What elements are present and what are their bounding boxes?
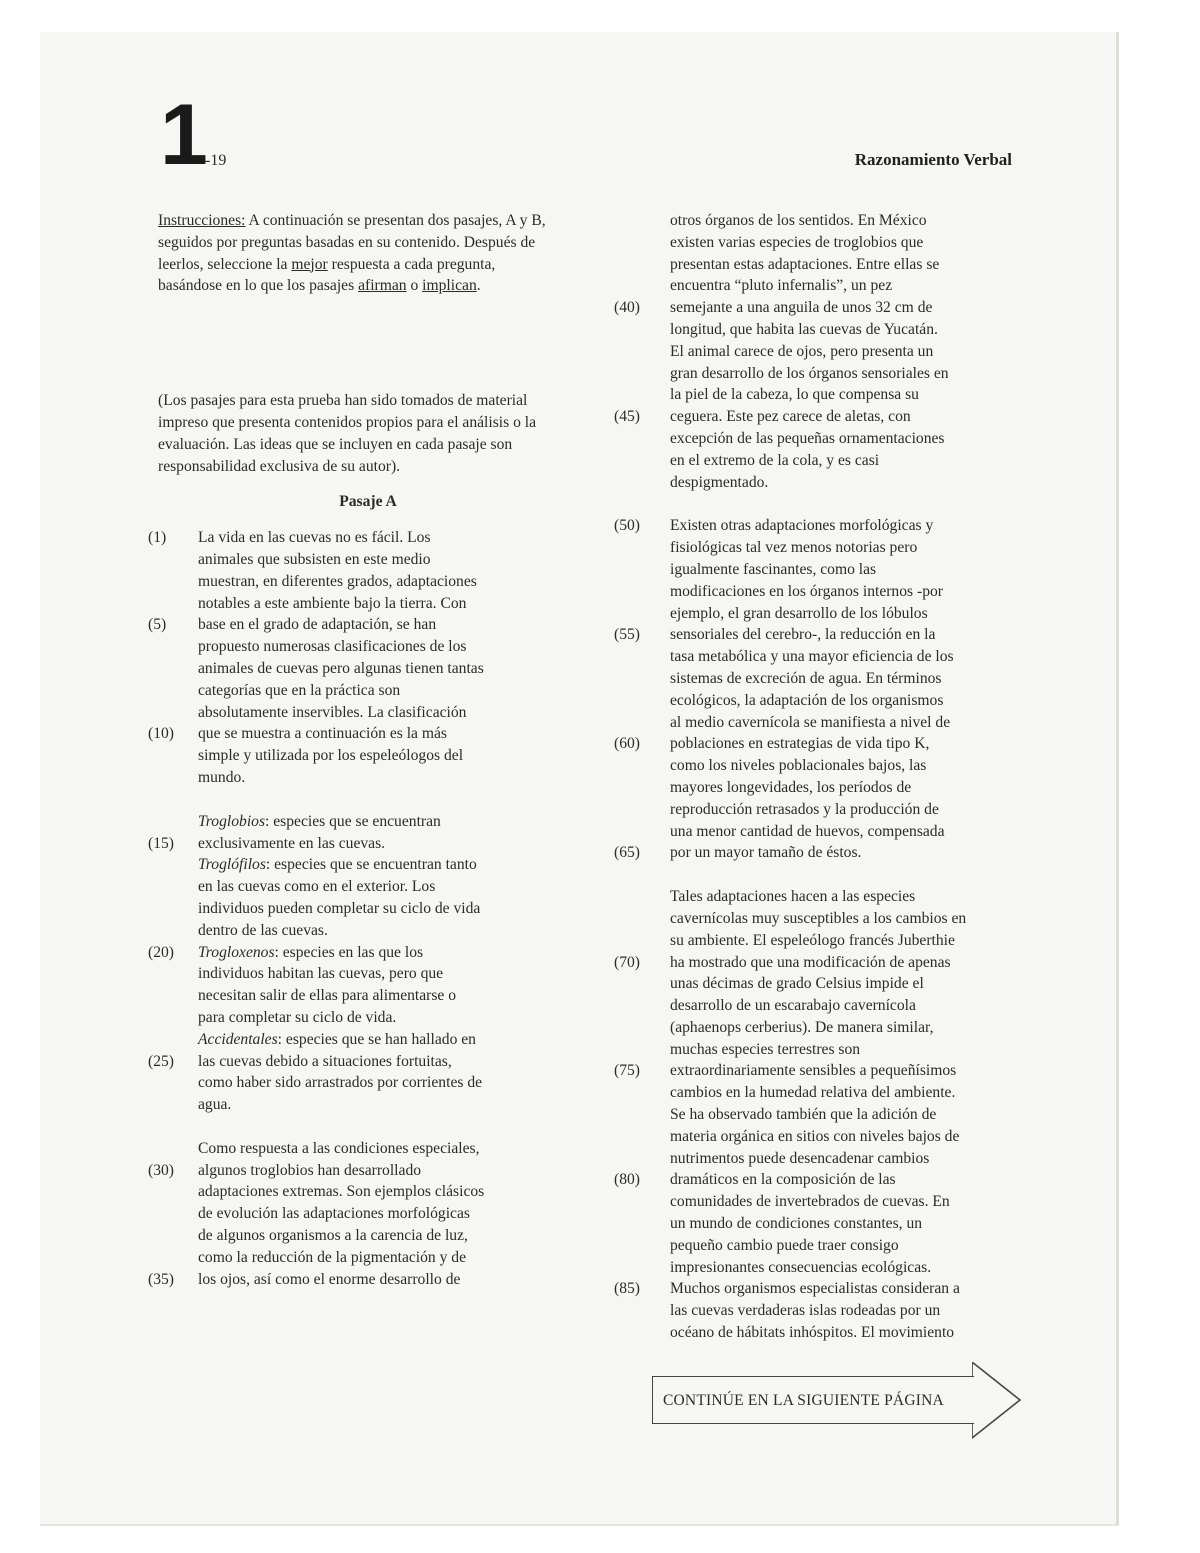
passage-line [670,995,1040,1017]
line-text: excepción de las pequeñas ornamentaciones [670,429,945,447]
instructions-text: o [406,277,423,295]
term-italic: Troglobios [198,812,266,830]
line-text: sistemas de excreción de agua. En términos [670,669,942,687]
passage-line [670,581,1040,603]
passage-line [614,733,1040,755]
line-text: mayores longevidades, los períodos de [670,778,912,796]
line-text: su ambiente. El espeleólogo francés Juberthie [670,931,955,949]
passage-line [158,898,558,920]
passage-line [148,942,558,964]
line-text: presentan estas adaptaciones. Entre ellas se [670,255,940,273]
line-text: como los niveles poblacionales bajos, las [670,757,927,775]
passage-line [158,963,558,985]
line-text: para completar su ciclo de vida. [198,1008,397,1026]
passage-line [614,1169,1040,1191]
line-text: algunos troglobios han desarrollado [198,1161,422,1179]
line-number: (70) [614,953,640,971]
line-text: necesitan salir de ellas para alimentarse o [198,987,457,1005]
line-text: longitud, que habita las cuevas de Yucatán. [670,320,938,338]
line-text: encuentra “pluto infernalis”, un pez [670,277,893,295]
line-text: extraordinariamente sensibles a pequeñísimos [670,1062,957,1080]
line-number: (15) [148,834,174,852]
line-text: de evolución las adaptaciones morfológicas [198,1205,470,1223]
passage-title: Pasaje A [339,493,397,511]
section-title: Razonamiento Verbal [854,150,1012,169]
line-text: simple y utilizada por los espeleólogos del [198,747,464,765]
line-text: sensoriales del cerebro-, la reducción en la [670,626,936,644]
line-text: al medio cavernícola se manifiesta a nivel de [670,713,951,731]
passage-line [670,210,1040,232]
line-text: animales que subsisten en este medio [198,550,431,568]
passage-line [670,428,1040,450]
line-text: unas décimas de grado Celsius impide el [670,975,924,993]
instructions [158,210,558,297]
line-text: Se ha observado también que la adición de [670,1106,937,1124]
passage-paragraph [148,527,558,789]
line-number: (25) [148,1052,174,1070]
line-text: la piel de la cabeza, lo que compensa su [670,386,919,404]
line-text: comunidades de invertebrados de cuevas. En [670,1193,950,1211]
line-number: (35) [148,1270,174,1288]
passage-line [670,1104,1040,1126]
line-text: mundo. [198,768,246,786]
line-text: de algunos organismos a la carencia de luz, [198,1227,468,1245]
line-text: impresionantes consecuencias ecológicas. [670,1258,932,1276]
line-text: las cuevas verdaderas islas rodeadas por un [670,1302,941,1320]
line-text: Como respuesta a las condiciones especiales, [198,1139,480,1157]
line-number: (1) [148,529,167,547]
line-text: Existen otras adaptaciones morfológicas y [670,517,934,535]
passage-line [670,1039,1040,1061]
line-number: (60) [614,735,640,753]
page-number: 1 [160,87,208,183]
line-text: individuos pueden completar su ciclo de vida [198,899,481,917]
page-number-suffix: -19 [205,152,227,169]
line-number: (10) [148,725,174,743]
instructions-label: Instrucciones: [158,212,246,229]
line-text: reproducción retrasados y la producción de [670,800,939,818]
line-text: existen varias especies de troglobios que [670,233,924,251]
passage-line [670,603,1040,625]
line-text: muchas especies terrestres son [670,1040,861,1058]
passage-line [670,1082,1040,1104]
line-text: tasa metabólica y una mayor eficiencia de los [670,648,954,666]
passage-line [614,1060,1040,1082]
passage-line [148,1160,558,1182]
instructions-text: . [476,277,481,295]
line-text: (aphaenops cerberius). De manera similar, [670,1018,934,1036]
passage-line [158,1247,558,1269]
passage-line [614,1278,1040,1300]
line-text: desarrollo de un escarabajo cavernícola [670,997,916,1015]
instructions-emphasis: mejor [291,255,328,273]
passage-line [148,723,558,745]
continue-label: CONTINÚE EN LA SIGUIENTE PÁGINA [652,1376,974,1424]
instructions-emphasis: implican [422,277,477,295]
passage-line [148,1051,558,1073]
passage-line [670,777,1040,799]
line-number: (85) [614,1280,640,1298]
passage-line [670,1148,1040,1170]
line-number: (40) [614,299,640,317]
passage-line [158,876,558,898]
instructions-emphasis: afirman [358,277,407,295]
line-text: en el extremo de la cola, y es casi [670,451,880,469]
passage-line [670,908,1040,930]
passage-line [670,1126,1040,1148]
line-text: nutrimentos puede desencadenar cambios [670,1149,930,1167]
passage-line [670,755,1040,777]
passage-line [670,930,1040,952]
passage-line [158,593,558,615]
passage-line [158,636,558,658]
line-number: (20) [148,943,174,961]
passage-line [158,1225,558,1247]
line-text: dramáticos en la composición de las [670,1171,896,1189]
line-number: (75) [614,1062,640,1080]
passage-line [614,297,1040,319]
line-text: las cuevas debido a situaciones fortuitas, [198,1052,452,1070]
line-text: ejemplo, el gran desarrollo de los lóbulos [670,604,928,622]
line-text: como la reducción de la pigmentación y de [198,1248,467,1266]
passage-line [614,406,1040,428]
line-text: océano de hábitats inhóspitos. El movimiento [670,1324,955,1342]
line-text: individuos habitan las cuevas, pero que [198,965,444,983]
line-text: modificaciones en los órganos internos -por [670,582,943,600]
line-text: como haber sido arrastrados por corrientes de [198,1074,483,1092]
line-text: otros órganos de los sentidos. En México [670,212,927,229]
line-text: poblaciones en estrategias de vida tipo K, [670,735,930,753]
source-note: (Los pasajes para esta prueba han sido tomados de material impreso que presenta contenidos propios para el análisis o la evaluación. Las ideas que se incluyen en cada pasaje son responsabilidad exclusiva de su autor). [158,392,537,475]
line-text: en las cuevas como en el exterior. Los [198,878,436,896]
passage-line [148,527,558,549]
passage-line [670,690,1040,712]
passage-line [670,341,1040,363]
line-text: La vida en las cuevas no es fácil. Los [198,529,431,547]
line-text: materia orgánica en sitios con niveles bajos de [670,1127,960,1145]
passage-line [670,254,1040,276]
line-text: animales de cuevas pero algunas tienen tantas [198,659,484,677]
line-text: gran desarrollo de los órganos sensoriales en [670,364,949,382]
passage-line [158,985,558,1007]
passage-line [158,745,558,767]
passage-line [158,854,558,876]
line-text: : especies que se encuentran [265,812,441,830]
arrow-right-icon [972,1362,1022,1440]
line-text: un mundo de condiciones constantes, un [670,1215,923,1233]
line-text: adaptaciones extremas. Son ejemplos clásicos [198,1183,485,1201]
line-text: cavernícolas muy susceptibles a los cambios en [670,909,967,927]
passage-paragraph [614,515,1040,864]
line-text: los ojos, así como el enorme desarrollo de [198,1270,461,1288]
line-number: (65) [614,844,640,862]
line-number: (55) [614,626,640,644]
passage-line [670,472,1040,494]
left-column [148,210,558,1290]
passage-line [158,811,558,833]
passage-line [670,384,1040,406]
passage-line [670,559,1040,581]
passage-line [670,886,1040,908]
passage-line [614,842,1040,864]
line-text: cambios en la humedad relativa del ambiente. [670,1084,956,1102]
passage-line [670,821,1040,843]
line-text: exclusivamente en las cuevas. [198,834,386,852]
passage-line [158,767,558,789]
line-text: agua. [198,1096,232,1114]
line-text: que se muestra a continuación es la más [198,725,447,743]
line-text: despigmentado. [670,473,769,491]
passage-line [670,1191,1040,1213]
passage-line [670,1300,1040,1322]
passage-line [670,1257,1040,1279]
passage-line [670,1322,1040,1344]
term-italic: Troglófilos [198,856,266,874]
passage-paragraph [614,886,1040,1344]
line-text: notables a este ambiente bajo la tierra. Con [198,594,467,612]
passage-line [158,1029,558,1051]
passage-line [158,920,558,942]
line-text: absolutamente inservibles. La clasificación [198,703,467,721]
instructions-text: A continuación se presentan dos pasajes, A y B, seguidos por preguntas basadas en su contenido. Después de leerlos, seleccione la [158,212,546,273]
line-text: igualmente fascinantes, como las [670,560,877,578]
right-column [614,210,1040,1344]
passage-paragraph [148,811,558,1116]
passage-line [148,833,558,855]
passage-line [670,1017,1040,1039]
line-text: categorías que en la práctica son [198,681,401,699]
passage-line [148,1269,558,1291]
passage-line [670,973,1040,995]
line-number: (80) [614,1171,640,1189]
line-text: una menor cantidad de huevos, compensada [670,822,945,840]
passage-line [670,799,1040,821]
instructions-text: respuesta a cada pregunta, basándose en lo que los pasajes [158,255,496,295]
passage-line [158,1094,558,1116]
passage-line [670,1235,1040,1257]
passage-line [158,702,558,724]
term-italic: Accidentales [198,1030,278,1048]
passage-line [670,646,1040,668]
line-text: dentro de las cuevas. [198,921,328,939]
line-text: por un mayor tamaño de éstos. [670,844,862,862]
passage-line [158,1138,558,1160]
line-text: Tales adaptaciones hacen a las especies [670,888,916,906]
passage-line [670,275,1040,297]
passage-line [158,1072,558,1094]
passage-line [670,668,1040,690]
line-text: El animal carece de ojos, pero presenta un [670,342,934,360]
passage-line [614,952,1040,974]
passage-line [158,549,558,571]
passage-paragraph [614,210,1040,493]
passage-line [670,319,1040,341]
passage-line [148,614,558,636]
line-text: ha mostrado que una modificación de apenas [670,953,951,971]
passage-line [670,363,1040,385]
line-number: (5) [148,616,167,634]
line-number: (50) [614,517,640,535]
line-text: pequeño cambio puede traer consigo [670,1236,899,1254]
line-text: ecológicos, la adaptación de los organismos [670,691,944,709]
passage-line [670,232,1040,254]
line-text: : especies que se han hallado en [277,1030,476,1048]
passage-line [670,1213,1040,1235]
passage-line [158,1203,558,1225]
passage-line [158,571,558,593]
passage-line [670,712,1040,734]
passage-line [158,680,558,702]
line-text: semejante a una anguila de unos 32 cm de [670,299,933,317]
passage-line [158,1007,558,1029]
line-text: ceguera. Este pez carece de aletas, con [670,408,911,426]
passage-line [614,515,1040,537]
line-text: propuesto numerosas clasificaciones de los [198,638,467,656]
line-text: : especies que se encuentran tanto [265,856,477,874]
passage-line [158,658,558,680]
line-text: muestran, en diferentes grados, adaptaciones [198,572,477,590]
line-text: : especies en las que los [274,943,424,961]
line-text: base en el grado de adaptación, se han [198,616,437,634]
passage-line [614,624,1040,646]
passage-paragraph [148,1138,558,1291]
line-text: Muchos organismos especialistas consideran a [670,1280,960,1298]
line-number: (30) [148,1161,174,1179]
line-number: (45) [614,408,640,426]
passage-line [670,450,1040,472]
term-italic: Trogloxenos [198,943,275,961]
passage-line [158,1181,558,1203]
passage-line [670,537,1040,559]
line-text: fisiológicas tal vez menos notorias pero [670,539,918,557]
